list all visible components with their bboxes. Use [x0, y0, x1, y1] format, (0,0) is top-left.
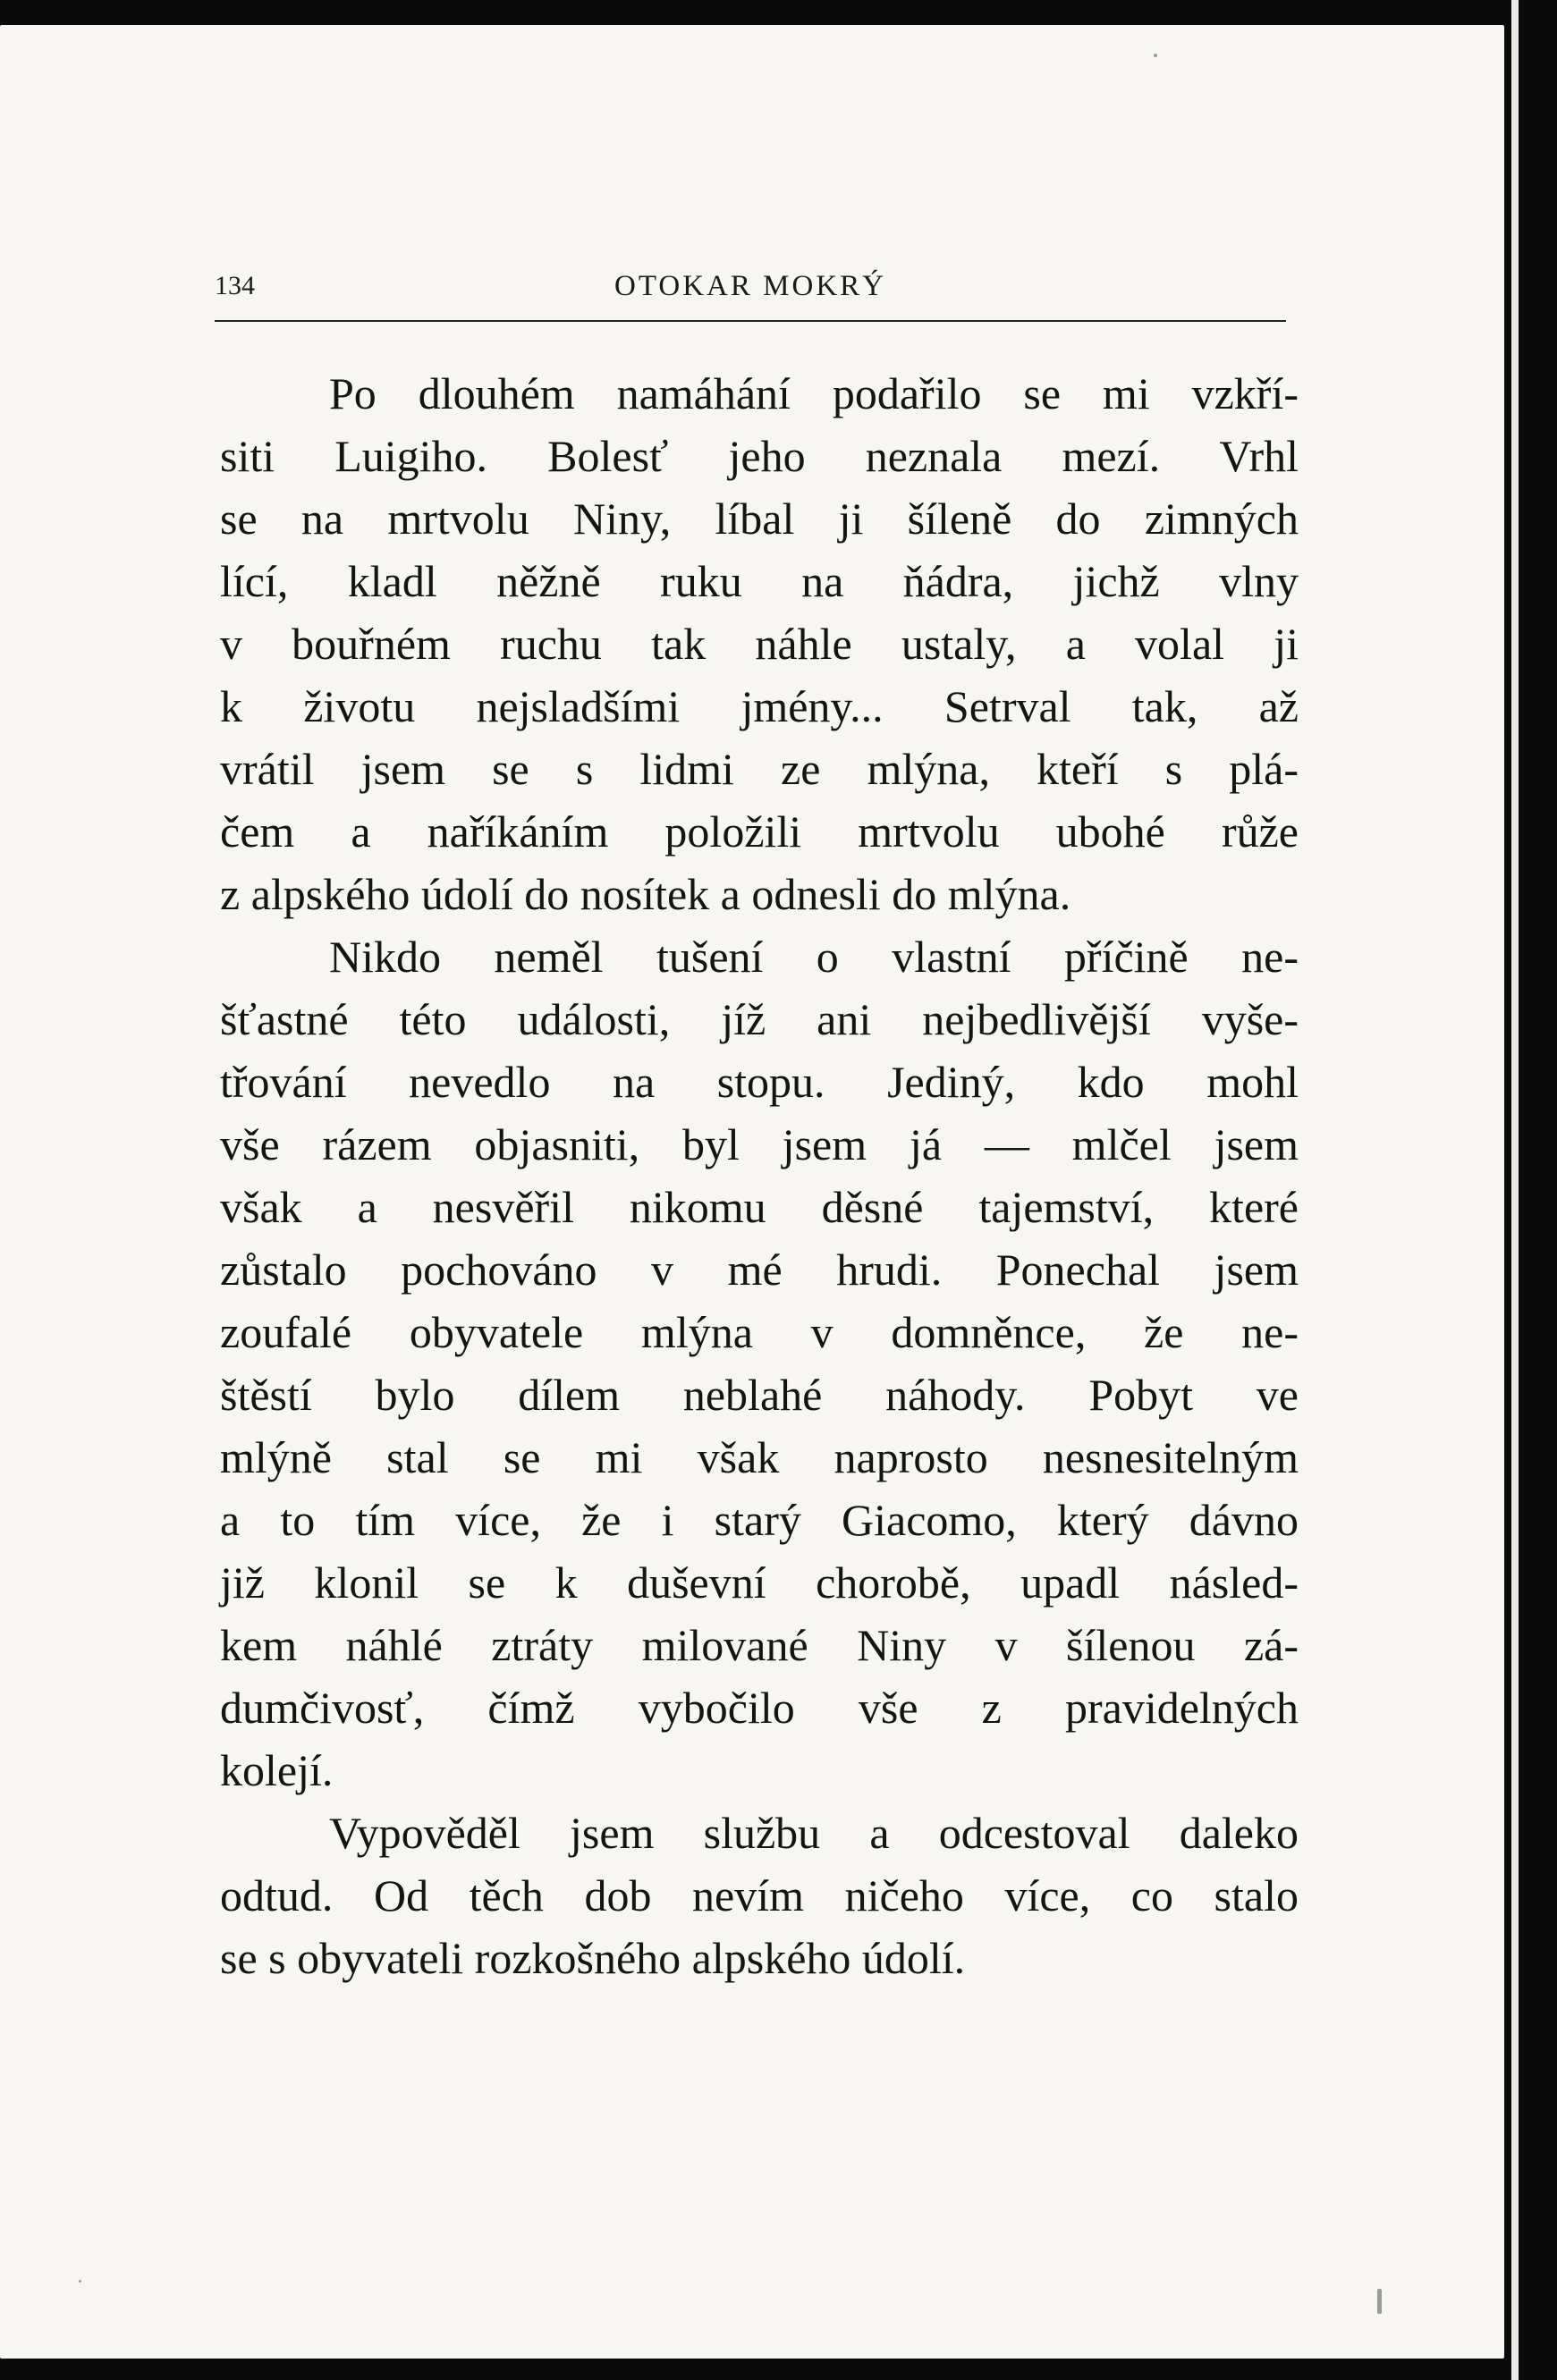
running-head-author: OTOKAR MOKRÝ	[614, 270, 886, 302]
text-line: však a nesvěřil nikomu děsné tajemství, které	[220, 1182, 1299, 1232]
text-line: z alpského údolí do nosítek a odnesli do mlýna.	[220, 869, 1071, 919]
header-rule	[215, 320, 1286, 322]
scan-speck	[1377, 2289, 1382, 2314]
text-line: se na mrtvolu Niny, líbal ji šíleně do zimných	[220, 494, 1299, 544]
text-line: šťastné této události, jíž ani nejbedlivější vyše-	[220, 994, 1299, 1044]
text-line: lící, kladl něžně ruku na ňádra, jichž vlny	[220, 556, 1299, 606]
text-line: již klonil se k duševní chorobě, upadl násled-	[220, 1557, 1299, 1608]
text-line: zoufalé obyvatele mlýna v domněnce, že ne-	[220, 1307, 1299, 1357]
text-line: siti Luigiho. Bolesť jeho neznala mezí. Vrhl	[220, 431, 1299, 481]
text-line: čem a naříkáním položili mrtvolu ubohé růže	[220, 806, 1299, 857]
page-number: 134	[215, 271, 255, 300]
scan-speck	[79, 2280, 81, 2283]
body-text	[220, 362, 1299, 1989]
text-line: vrátil jsem se s lidmi ze mlýna, kteří s plá-	[220, 744, 1299, 794]
text-line: štěstí bylo dílem neblahé náhody. Pobyt ve	[220, 1370, 1299, 1420]
text-line: a to tím více, že i starý Giacomo, který dávno	[220, 1495, 1299, 1545]
text-line: kolejí.	[220, 1745, 334, 1795]
text-line: mlýně stal se mi však naprosto nesnesitelným	[220, 1432, 1299, 1482]
scan-speck	[1154, 54, 1157, 57]
text-line: Nikdo neměl tušení o vlastní příčině ne-	[329, 932, 1299, 982]
text-line: zůstalo pochováno v mé hrudi. Ponechal jsem	[220, 1245, 1299, 1295]
text-line: dumčivosť, čímž vybočilo vše z pravidelných	[220, 1683, 1299, 1733]
text-line: třování nevedlo na stopu. Jediný, kdo mohl	[220, 1057, 1299, 1107]
page-edge-strip	[1511, 0, 1519, 2380]
text-line: se s obyvateli rozkošného alpského údolí.	[220, 1933, 966, 1983]
text-line: vše rázem objasniti, byl jsem já — mlčel jsem	[220, 1119, 1299, 1169]
text-line: kem náhlé ztráty milované Niny v šílenou zá-	[220, 1620, 1299, 1670]
text-line: Po dlouhém namáhání podařilo se mi vzkří-	[329, 368, 1299, 418]
text-line: Vypověděl jsem službu a odcestoval daleko	[329, 1808, 1299, 1858]
running-head	[215, 268, 1286, 318]
text-line: v bouřném ruchu tak náhle ustaly, a volal ji	[220, 619, 1299, 669]
text-line: k životu nejsladšími jmény... Setrval tak, až	[220, 681, 1299, 731]
text-line: odtud. Od těch dob nevím ničeho více, co stalo	[220, 1870, 1299, 1920]
